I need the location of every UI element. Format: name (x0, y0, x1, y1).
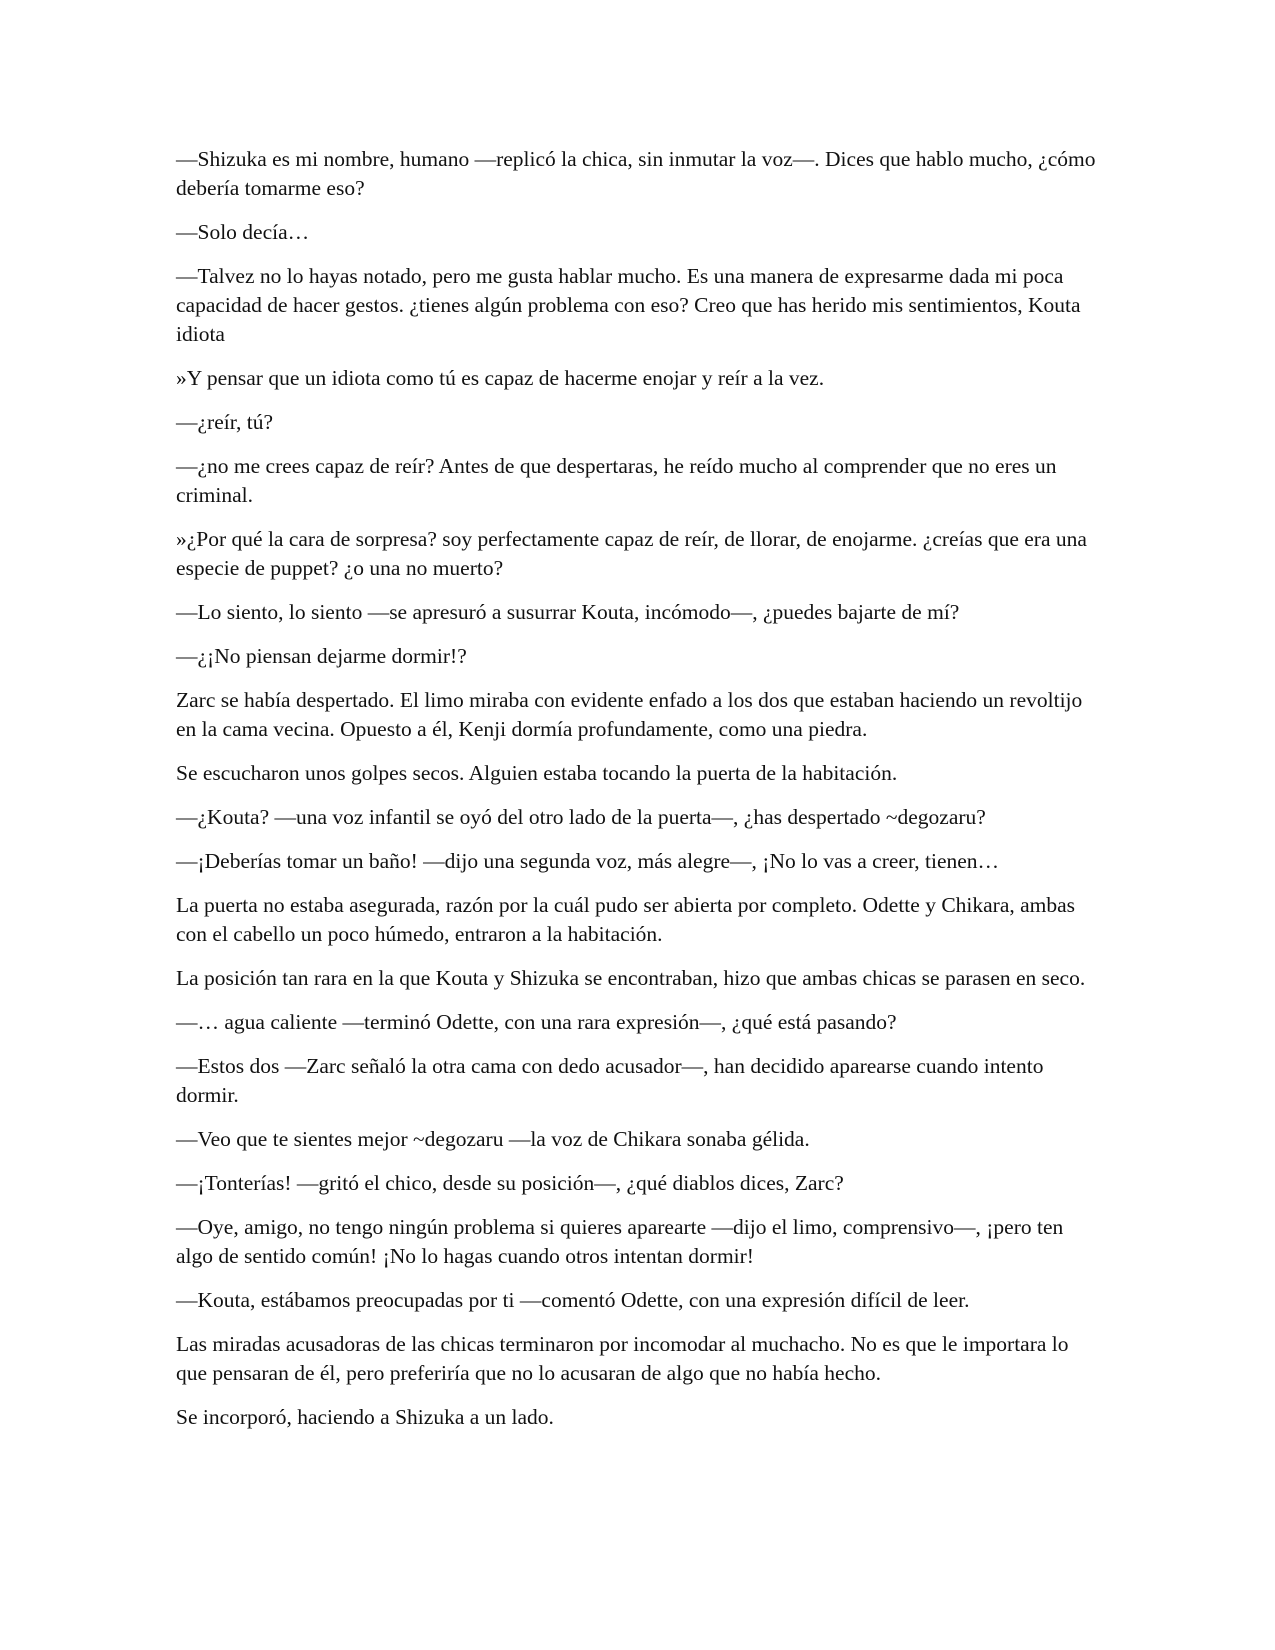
paragraph: Zarc se había despertado. El limo miraba con evidente enfado a los dos que estaban haciendo un revoltijo en la cama vecina. Opuesto a él, Kenji dormía profundamente, como una piedra. (176, 688, 1083, 741)
paragraph: —… agua caliente —terminó Odette, con una rara expresión—, ¿qué está pasando? (176, 1010, 897, 1034)
paragraph: —Lo siento, lo siento —se apresuró a susurrar Kouta, incómodo—, ¿puedes bajarte de mí? (176, 600, 960, 624)
paragraph: —Veo que te sientes mejor ~degozaru —la voz de Chikara sonaba gélida. (176, 1127, 810, 1151)
paragraph: —Oye, amigo, no tengo ningún problema si quieres aparearte —dijo el limo, comprensivo—, ¡pero ten algo de sentido común! ¡No lo hagas cuando otros intentan dormir! (176, 1215, 1064, 1268)
paragraph: »Y pensar que un idiota como tú es capaz de hacerme enojar y reír a la vez. (176, 366, 825, 390)
paragraph: La posición tan rara en la que Kouta y Shizuka se encontraban, hizo que ambas chicas se parasen en seco. (176, 966, 1086, 990)
paragraph: —Shizuka es mi nombre, humano —replicó la chica, sin inmutar la voz—. Dices que hablo mucho, ¿cómo debería tomarme eso? (176, 147, 1096, 200)
paragraph: —Talvez no lo hayas notado, pero me gusta hablar mucho. Es una manera de expresarme dada mi poca capacidad de hacer gestos. ¿tienes algún problema con eso? Creo que has herido mis sentimientos, Kouta idiota (176, 264, 1081, 346)
paragraph: Las miradas acusadoras de las chicas terminaron por incomodar al muchacho. No es que le importara lo que pensaran de él, pero preferiría que no lo acusaran de algo que no había hecho. (176, 1332, 1069, 1385)
paragraph: »¿Por qué la cara de sorpresa? soy perfectamente capaz de reír, de llorar, de enojarme. ¿creías que era una especie de puppet? ¿o una no muerto? (176, 527, 1087, 580)
paragraph: —Kouta, estábamos preocupadas por ti —comentó Odette, con una expresión difícil de leer. (176, 1288, 970, 1312)
paragraph: Se escucharon unos golpes secos. Alguien estaba tocando la puerta de la habitación. (176, 761, 898, 785)
paragraph: —Solo decía… (176, 220, 310, 244)
paragraph: —¿¡No piensan dejarme dormir!? (176, 644, 467, 668)
paragraph: —¿no me crees capaz de reír? Antes de que despertaras, he reído mucho al comprender que no eres un criminal. (176, 454, 1057, 507)
paragraph: —¿Kouta? —una voz infantil se oyó del otro lado de la puerta—, ¿has despertado ~degozaru? (176, 805, 986, 829)
paragraph: Se incorporó, haciendo a Shizuka a un lado. (176, 1405, 554, 1429)
paragraph: —¿reír, tú? (176, 410, 274, 434)
paragraph: —¡Deberías tomar un baño! —dijo una segunda voz, más alegre—, ¡No lo vas a creer, tienen… (176, 849, 1000, 873)
paragraph: La puerta no estaba asegurada, razón por la cuál pudo ser abierta por completo. Odette y Chikara, ambas con el cabello un poco húmedo, entraron a la habitación. (176, 893, 1076, 946)
body-text (176, 145, 1096, 1447)
paragraph: —Estos dos —Zarc señaló la otra cama con dedo acusador—, han decidido aparearse cuando intento dormir. (176, 1054, 1044, 1107)
paragraph: —¡Tonterías! —gritó el chico, desde su posición—, ¿qué diablos dices, Zarc? (176, 1171, 844, 1195)
